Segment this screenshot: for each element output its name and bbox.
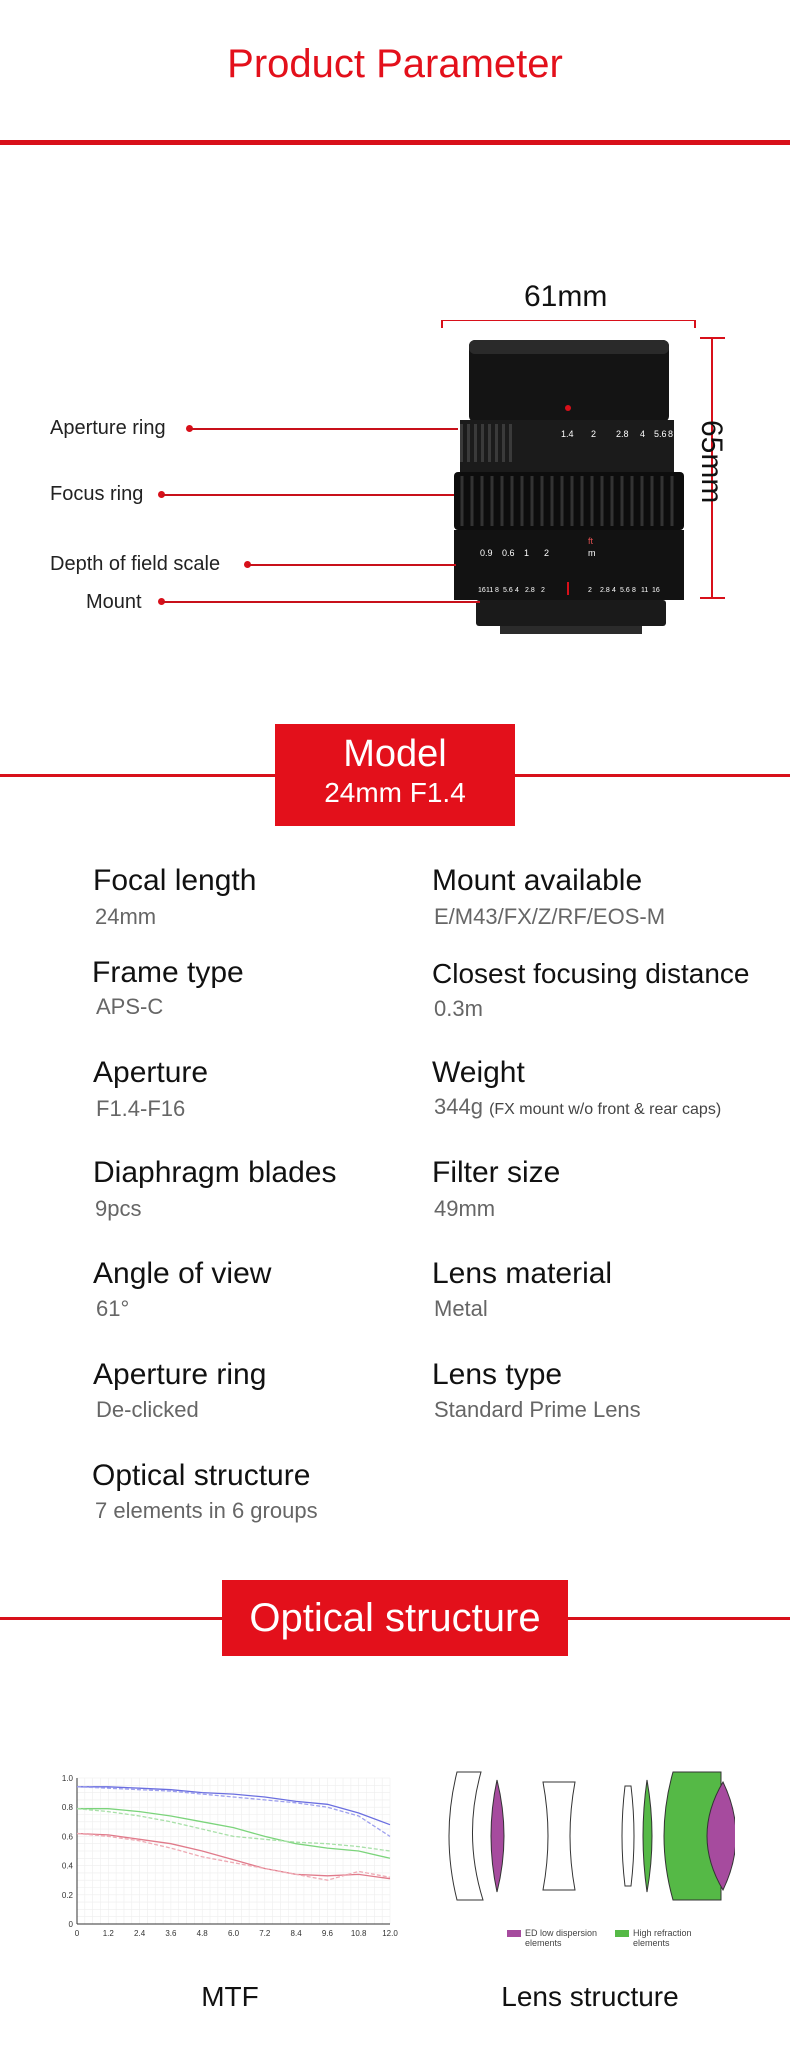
spec-mount-value: E/M43/FX/Z/RF/EOS-M [434, 904, 666, 929]
spec-material-label: Lens material [432, 1257, 613, 1290]
lens-element-4 [622, 1786, 634, 1886]
callout-dof-scale: Depth of field scale [50, 553, 221, 575]
lens-element-2 [491, 1780, 504, 1892]
callout-aperture-ring-line [190, 428, 458, 430]
x-tick-label: 9.6 [321, 1929, 333, 1938]
spec-focal-length-value: 24mm [95, 904, 157, 929]
dof-mark-4: 5.6 [503, 587, 513, 594]
spec-diaphragm-value: 9pcs [95, 1196, 142, 1221]
focus-mark-2: 0.6 [502, 548, 515, 558]
dof-mark-13: 11 [641, 587, 649, 594]
dof-mark-1: 16 [478, 587, 486, 594]
spec-focal-length-label: Focal length [93, 864, 257, 897]
height-dimension-label: 65mm [695, 420, 728, 504]
x-tick-label: 1.2 [102, 1929, 114, 1938]
mtf-chart [55, 1766, 405, 1946]
spec-filter-label: Filter size [432, 1156, 561, 1189]
spec-diaphragm-label: Diaphragm blades [93, 1156, 337, 1189]
focus-unit-ft: ft [588, 536, 594, 546]
y-tick-label: 0 [68, 1920, 73, 1929]
legend-hr-label: High refraction elements [633, 1928, 692, 1948]
x-tick-label: 7.2 [259, 1929, 271, 1938]
dof-mark-10: 4 [612, 587, 616, 594]
x-tick-label: 8.4 [290, 1929, 302, 1938]
spec-closest-focus-label: Closest focusing distance [432, 958, 750, 989]
lens-element-5 [643, 1780, 652, 1892]
callout-mount: Mount [86, 591, 142, 613]
dof-mark-6: 2.8 [525, 587, 535, 594]
dof-mark-8: 2 [588, 587, 592, 594]
lens-element-3 [543, 1782, 575, 1890]
lens-legend [507, 1930, 747, 1952]
spec-lens-type-value: Standard Prime Lens [434, 1397, 641, 1422]
dof-mark-14: 16 [652, 587, 660, 594]
dof-mark-12: 8 [632, 587, 636, 594]
lens-structure-caption: Lens structure [501, 1981, 679, 2012]
spec-angle-value: 61° [96, 1296, 130, 1321]
aperture-mark-1: 1.4 [561, 429, 574, 439]
spec-frame-type-value: APS-C [96, 994, 164, 1019]
aperture-mark-2: 2 [591, 429, 597, 439]
spec-lens-type-label: Lens type [432, 1358, 563, 1391]
x-tick-label: 10.8 [350, 1929, 367, 1938]
spec-aperture-ring-label: Aperture ring [93, 1358, 267, 1391]
x-tick-label: 2.4 [134, 1929, 146, 1938]
width-dimension-label: 61mm [524, 280, 608, 313]
y-tick-label: 1.0 [61, 1774, 73, 1783]
x-tick-label: 0 [74, 1929, 80, 1938]
y-tick-label: 0.6 [61, 1832, 73, 1842]
spec-angle-label: Angle of view [93, 1257, 272, 1290]
spec-weight-label: Weight [432, 1056, 525, 1089]
callout-dof-scale-line [248, 564, 456, 566]
spec-mount-label: Mount available [432, 864, 643, 897]
x-tick-label: 12.0 [382, 1929, 398, 1938]
legend-ed-swatch [507, 1930, 521, 1937]
lens-structure-diagram [445, 1766, 735, 1906]
x-tick-label: 4.8 [196, 1929, 208, 1938]
spec-material-value: Metal [434, 1296, 488, 1321]
aperture-mark-5: 5.6 [654, 429, 667, 439]
dof-mark-9: 2.8 [600, 587, 610, 594]
aperture-mark-4: 4 [640, 429, 646, 439]
y-tick-label: 0.2 [61, 1890, 73, 1900]
spec-optical-value: 7 elements in 6 groups [95, 1498, 318, 1523]
callout-mount-line [162, 601, 480, 603]
dof-mark-3: 8 [495, 587, 499, 594]
dof-mark-2: 11 [486, 587, 494, 594]
callout-focus-ring-line [162, 494, 454, 496]
spec-aperture-ring-value: De-clicked [96, 1397, 199, 1422]
model-badge [275, 724, 515, 826]
dof-mark-7: 2 [541, 587, 545, 594]
aperture-mark-3: 2.8 [616, 429, 629, 439]
spec-optical-label: Optical structure [92, 1459, 311, 1492]
legend-ed-label: ED low dispersion elements [525, 1928, 598, 1948]
optical-heading: Optical structure [249, 1596, 541, 1640]
aperture-mark-6: 8 [668, 429, 674, 439]
focus-mark-1: 0.9 [480, 548, 493, 558]
x-tick-label: 3.6 [165, 1929, 177, 1938]
callout-aperture-ring: Aperture ring [50, 417, 166, 439]
optical-badge [222, 1580, 568, 1656]
dof-mark-5: 4 [515, 587, 519, 594]
page-title: Product Parameter [227, 42, 563, 86]
legend-hr-swatch [615, 1930, 629, 1937]
spec-filter-value: 49mm [434, 1196, 496, 1221]
focus-mark-4: 2 [544, 548, 550, 558]
width-dimension-line [442, 320, 695, 328]
x-tick-label: 6.0 [227, 1929, 240, 1938]
spec-frame-type-label: Frame type [92, 956, 244, 989]
focus-mark-3: 1 [524, 548, 530, 558]
model-heading: Model [343, 733, 447, 775]
spec-weight-number: 344g [434, 1094, 483, 1119]
header-divider [0, 140, 790, 145]
y-tick-label: 0.4 [61, 1861, 73, 1871]
spec-weight-note: (FX mount w/o front & rear caps) [489, 1101, 722, 1118]
callout-focus-ring: Focus ring [50, 483, 144, 505]
lens-element-1 [449, 1772, 483, 1900]
mtf-caption: MTF [201, 1981, 259, 2012]
focus-unit-m: m [588, 548, 596, 558]
spec-closest-focus-value: 0.3m [434, 996, 483, 1021]
spec-weight-value [434, 1096, 721, 1118]
y-tick-label: 0.8 [61, 1803, 73, 1813]
spec-aperture-label: Aperture [93, 1056, 209, 1089]
spec-aperture-value: F1.4-F16 [96, 1096, 186, 1121]
dof-mark-11: 5.6 [620, 587, 630, 594]
model-name: 24mm F1.4 [324, 776, 466, 808]
